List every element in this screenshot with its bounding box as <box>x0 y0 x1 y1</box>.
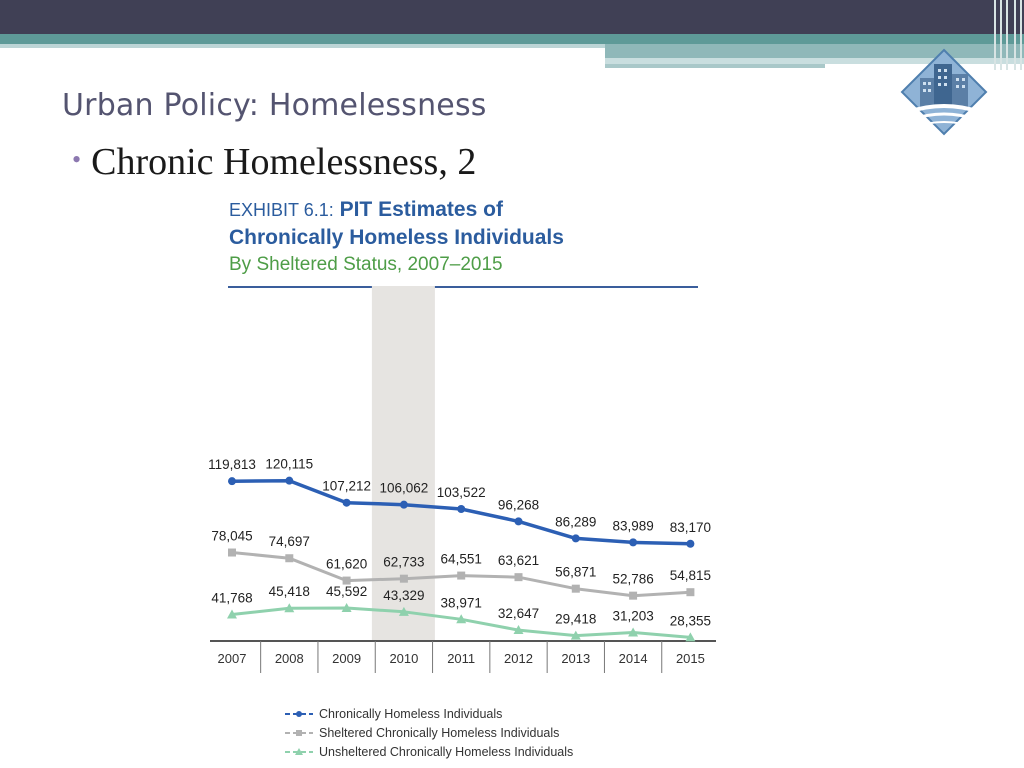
x-tick-label-2014: 2014 <box>618 651 648 666</box>
data-point-gray <box>515 573 523 581</box>
data-label-blue: 120,115 <box>265 456 314 472</box>
chart-legend <box>285 704 573 761</box>
data-label-gray: 62,733 <box>383 554 425 570</box>
bullet-text: Chronic Homelessness, 2 <box>91 141 477 183</box>
city-building-logo-icon <box>898 48 990 136</box>
data-point-blue <box>285 477 293 485</box>
data-label-gray: 56,871 <box>555 564 597 580</box>
data-label-gray: 78,045 <box>211 528 253 544</box>
data-label-blue: 119,813 <box>208 457 256 473</box>
data-point-gray <box>285 554 293 562</box>
data-point-blue <box>457 505 465 513</box>
data-label-gray: 52,786 <box>612 571 654 587</box>
data-label-gray: 64,551 <box>440 551 482 567</box>
data-label-blue: 83,989 <box>612 518 654 534</box>
legend-swatch-gray <box>285 727 313 739</box>
data-point-blue <box>228 477 236 485</box>
data-point-gray <box>228 549 236 557</box>
exhibit-label: EXHIBIT 6.1: <box>229 200 334 220</box>
data-point-blue <box>629 538 637 546</box>
x-tick-label-2012: 2012 <box>504 651 533 666</box>
data-label-gray: 63,621 <box>497 553 540 569</box>
data-point-gray <box>629 592 637 600</box>
data-point-blue <box>515 517 523 525</box>
legend-swatch-green <box>285 746 313 758</box>
data-label-blue: 86,289 <box>555 514 597 530</box>
data-label-gray: 74,697 <box>268 534 310 550</box>
data-label-green: 32,647 <box>497 606 540 622</box>
x-tick-label-2015: 2015 <box>675 651 705 666</box>
slide-subtitle: Urban Policy: Homelessness <box>62 88 487 123</box>
x-tick-label-2011: 2011 <box>447 651 476 666</box>
data-label-blue: 106,062 <box>379 480 429 496</box>
header-stripe-light <box>0 44 605 48</box>
header-vertical-lines <box>990 0 1024 70</box>
exhibit-header <box>229 196 564 278</box>
data-label-gray: 54,815 <box>669 568 712 584</box>
legend-item-blue <box>285 704 573 723</box>
legend-item-green <box>285 742 573 761</box>
header-stripe <box>0 34 1024 44</box>
bullet-dot: • <box>72 145 82 174</box>
data-label-blue: 83,170 <box>669 519 712 535</box>
x-tick-label-2007: 2007 <box>217 651 247 666</box>
data-point-gray <box>400 575 408 583</box>
exhibit-title-part1: PIT Estimates of <box>339 198 503 221</box>
x-tick-label-2009: 2009 <box>332 651 362 666</box>
data-label-green: 45,592 <box>325 583 368 599</box>
data-label-green: 45,418 <box>268 584 310 600</box>
data-label-green: 41,768 <box>211 590 253 606</box>
data-label-gray: 61,620 <box>325 556 368 572</box>
legend-label-blue: Chronically Homeless Individuals <box>319 706 503 721</box>
legend-item-gray <box>285 723 573 742</box>
legend-label-gray: Sheltered Chronically Homeless Individuals <box>319 725 560 740</box>
exhibit-title-line-2: Chronically Homeless Individuals <box>229 226 564 249</box>
data-point-gray <box>572 585 580 593</box>
exhibit-title-line-1 <box>229 196 564 224</box>
data-label-blue: 96,268 <box>497 497 540 513</box>
exhibit-subtitle: By Sheltered Status, 2007–2015 <box>229 254 503 275</box>
bullet-item <box>72 140 476 184</box>
x-tick-label-2013: 2013 <box>561 651 591 666</box>
data-label-green: 38,971 <box>440 595 482 611</box>
data-point-blue <box>572 534 580 542</box>
data-label-green: 43,329 <box>383 587 425 603</box>
data-label-green: 28,355 <box>669 613 712 629</box>
data-point-gray <box>686 588 694 596</box>
data-label-green: 29,418 <box>555 611 597 627</box>
data-point-blue <box>400 501 408 509</box>
data-label-blue: 103,522 <box>436 485 486 501</box>
data-point-blue <box>343 499 351 507</box>
data-label-blue: 107,212 <box>322 478 372 494</box>
legend-swatch-blue <box>285 708 313 720</box>
data-label-green: 31,203 <box>612 608 654 624</box>
legend-label-green: Unsheltered Chronically Homeless Individuals <box>319 744 574 759</box>
header-stripe-right-3 <box>605 64 825 68</box>
x-tick-label-2010: 2010 <box>389 651 419 666</box>
line-chart <box>190 286 730 686</box>
top-bar <box>0 0 1024 34</box>
data-point-gray <box>457 572 465 580</box>
data-point-blue <box>686 540 694 548</box>
x-tick-label-2008: 2008 <box>274 651 304 666</box>
